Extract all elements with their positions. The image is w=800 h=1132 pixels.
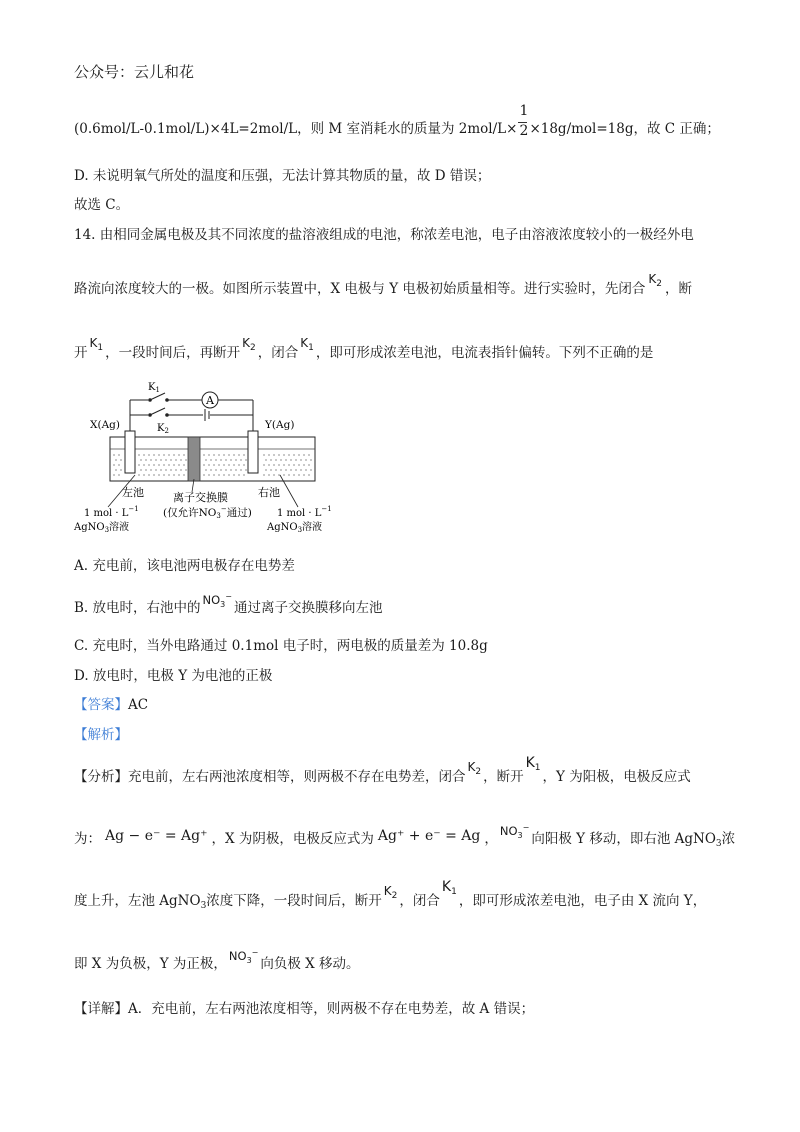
solution-dot xyxy=(298,454,299,455)
solution-dot xyxy=(113,474,114,475)
account-header: 公众号：云儿和花 xyxy=(74,63,195,81)
solution-dot xyxy=(285,459,286,460)
right-concentration: 1 mol · $L^{-1}$ xyxy=(277,505,332,519)
left-solution-label: AgNO$_3$溶液 xyxy=(74,522,130,534)
nitrate-formula: $NO_3^-$ xyxy=(499,823,530,840)
solution-dot xyxy=(228,474,229,475)
ion-exchange-membrane xyxy=(188,437,200,481)
solution-dot xyxy=(273,474,274,475)
solution-dot xyxy=(240,469,241,470)
solution-dot xyxy=(163,464,164,465)
solution-dot xyxy=(185,469,186,470)
solution-dot xyxy=(203,474,204,475)
solution-dot xyxy=(118,464,119,465)
question-stem-line-1: 14. 由相同金属电极及其不同浓度的盐溶液组成的电池，称浓差电池，电子由溶液浓度较小的一极经外电 xyxy=(74,227,694,243)
solution-dot xyxy=(178,454,179,455)
solution-dot xyxy=(303,464,304,465)
solution-dot xyxy=(265,459,266,460)
solution-dot xyxy=(165,459,166,460)
solution-dot xyxy=(285,469,286,470)
option-b: B. 放电时，右池中的 $NO_3^-$通过离子交换膜移向左池 xyxy=(74,592,383,616)
solution-dot xyxy=(290,459,291,460)
calc-line: (0.6mol/L-0.1mol/L)×4L=2mol/L，则 M 室消耗水的质量为 2mol/L× $\frac{1}{2}$ ×18g/mol=18g，故 C 正确； xyxy=(74,103,720,139)
concentration-cell-diagram xyxy=(70,375,330,540)
solution-dot xyxy=(283,464,284,465)
solution-dot xyxy=(168,474,169,475)
solution-dot xyxy=(293,454,294,455)
solution-dot xyxy=(288,464,289,465)
solution-dot xyxy=(208,454,209,455)
solution-dot xyxy=(223,454,224,455)
k1-symbol: $K_1$ xyxy=(89,336,104,353)
k1-switch-blade xyxy=(150,393,165,400)
solution-dot xyxy=(115,469,116,470)
solution-dot xyxy=(298,474,299,475)
solution-dot xyxy=(210,459,211,460)
solution-dot xyxy=(170,469,171,470)
solution-dot xyxy=(270,469,271,470)
solution-dot xyxy=(118,454,119,455)
solution-dot xyxy=(303,474,304,475)
solution-dot xyxy=(233,464,234,465)
solution-dot xyxy=(153,464,154,465)
membrane-note: (仅允许NO3−通过) xyxy=(163,505,252,520)
option-a: A. 充电前，该电池两电极存在电势差 xyxy=(74,558,295,574)
solution-dot xyxy=(168,454,169,455)
solution-dot xyxy=(163,454,164,455)
solution-dot xyxy=(178,474,179,475)
y-electrode-label: Y(Ag) xyxy=(265,419,295,431)
solution-dot xyxy=(148,454,149,455)
ammeter-label: A xyxy=(206,394,214,407)
k2-symbol: $K_2$ xyxy=(648,272,663,289)
question-stem-line-3: 开$K_1$ ，一段时间后，再断开$K_2$ ，闭合$K_1$ ，即可形成浓差电池，电流表指针偏转。下列不正确的是 xyxy=(74,336,654,361)
question-stem-line-2: 路流向浓度较大的一极。如图所示装置中，X 电极与 Y 电极初始质量相等。进行实验时，先闭合$K_2$ ，断 xyxy=(74,272,693,297)
solution-dot xyxy=(143,474,144,475)
solution-dot xyxy=(263,474,264,475)
solution-dot xyxy=(215,469,216,470)
solution-dot xyxy=(180,469,181,470)
solution-dot xyxy=(140,469,141,470)
solution-dot xyxy=(295,459,296,460)
solution-dot xyxy=(283,454,284,455)
analysis-line-4: 即 X 为负极，Y 为正极， $NO_3^-$向负极 X 移动。 xyxy=(74,948,360,972)
solution-dot xyxy=(143,464,144,465)
solution-dot xyxy=(183,474,184,475)
solution-dot xyxy=(153,454,154,455)
solution-dot xyxy=(203,464,204,465)
nitrate-formula: $NO_3^-$ xyxy=(228,948,259,965)
solution-dot xyxy=(238,474,239,475)
left-concentration: 1 mol · $L^{-1}$ xyxy=(84,505,139,519)
solution-dot xyxy=(300,469,301,470)
solution-dot xyxy=(185,459,186,460)
right-solution-label: AgNO$_3$溶液 xyxy=(267,522,323,534)
solution-dot xyxy=(268,474,269,475)
answer-line: 【答案】AC xyxy=(74,697,149,713)
solution-dot xyxy=(113,464,114,465)
solution-dot xyxy=(270,459,271,460)
solution-dot xyxy=(263,454,264,455)
solution-dot xyxy=(220,469,221,470)
solution-dot xyxy=(230,469,231,470)
solution-dot xyxy=(160,459,161,460)
solution-dot xyxy=(143,454,144,455)
electrolysis-tank xyxy=(110,437,315,481)
solution-dot xyxy=(280,459,281,460)
solution-dot xyxy=(213,474,214,475)
solution-dot xyxy=(180,459,181,460)
solution-dot xyxy=(158,464,159,465)
option-d: D. 放电时，电极 Y 为电池的正极 xyxy=(74,668,273,684)
solution-dot xyxy=(148,474,149,475)
solution-dot xyxy=(278,464,279,465)
solution-dot xyxy=(153,474,154,475)
solution-dot xyxy=(275,469,276,470)
solution-dot xyxy=(173,454,174,455)
solution-dot xyxy=(230,459,231,460)
right-pool-label: 右池 xyxy=(258,486,280,499)
solution-dot xyxy=(205,469,206,470)
solution-dot xyxy=(225,459,226,460)
solution-dot xyxy=(223,474,224,475)
solution-dot xyxy=(265,469,266,470)
solution-dot xyxy=(243,454,244,455)
solution-dot xyxy=(243,474,244,475)
detail-line: 【详解】A．充电前，左右两池浓度相等，则两极不存在电势差，故 A 错误； xyxy=(74,1001,535,1017)
solution-dot xyxy=(183,454,184,455)
solution-dot xyxy=(183,464,184,465)
option-c: C. 充电时，当外电路通过 0.1mol 电子时，两电极的质量差为 10.8g xyxy=(74,638,488,654)
k2-symbol: $K_2$ xyxy=(467,760,482,777)
solution-dot xyxy=(243,464,244,465)
solution-dot xyxy=(213,464,214,465)
solution-dot xyxy=(163,474,164,475)
solution-dot xyxy=(293,474,294,475)
solution-dot xyxy=(310,459,311,460)
solution-dot xyxy=(218,454,219,455)
solution-dot xyxy=(298,464,299,465)
k2-switch-blade xyxy=(150,408,165,415)
k1-symbol: $K_1$ xyxy=(441,879,457,897)
x-electrode xyxy=(125,431,135,473)
solution-dot xyxy=(223,464,224,465)
solution-dot xyxy=(165,469,166,470)
solution-dot xyxy=(268,454,269,455)
solution-dot xyxy=(205,459,206,460)
solution-dot xyxy=(278,474,279,475)
solution-dot xyxy=(140,459,141,460)
k2-symbol: $K_2$ xyxy=(383,884,398,901)
solution-dot xyxy=(275,459,276,460)
solution-dot xyxy=(170,459,171,460)
solution-dot xyxy=(235,459,236,460)
answer-tag: 答案 xyxy=(87,697,115,713)
solution-dot xyxy=(148,464,149,465)
solution-dot xyxy=(138,474,139,475)
solution-dot xyxy=(273,454,274,455)
solution-dot xyxy=(308,474,309,475)
solution-dot xyxy=(178,464,179,465)
membrane-label: 离子交换膜 xyxy=(173,491,228,504)
solution-dot xyxy=(310,469,311,470)
solution-dot xyxy=(283,474,284,475)
k1-label: $K_1$ xyxy=(148,382,160,394)
solution-dot xyxy=(228,464,229,465)
analysis-line-1: 【分析】充电前，左右两池浓度相等，则两极不存在电势差，闭合$K_2$ ，断开$K_1$，Y 为阳极，电极反应式 xyxy=(74,755,691,785)
k2-label: $K_2$ xyxy=(157,423,169,435)
solution-dot xyxy=(238,464,239,465)
solution-dot xyxy=(155,459,156,460)
solution-dot xyxy=(120,459,121,460)
solution-dot xyxy=(278,454,279,455)
analysis-line-2: 为： Ag − e⁻ = Ag⁺ ，X 为阴极，电极反应式为 Ag⁺ + e⁻ = Ag ， $NO_3^-$向阳极 Y 移动，即右池 AgNO$_3$浓 xyxy=(74,823,736,849)
analysis-heading: 【解析】 xyxy=(74,727,128,743)
solution-dot xyxy=(218,474,219,475)
solution-dot xyxy=(245,469,246,470)
select-c-conclusion: 故选 C。 xyxy=(74,197,130,213)
analysis-line-3: 度上升，左池 AgNO$_3$浓度下降，一段时间后，断开$K_2$ ，闭合$K_1$，即可形成浓差电池，电子由 X 流向 Y， xyxy=(74,879,707,911)
solution-dot xyxy=(208,474,209,475)
solution-dot xyxy=(168,464,169,465)
cathode-equation: Ag⁺ + e⁻ = Ag xyxy=(377,828,481,844)
y-electrode xyxy=(248,431,258,473)
solution-dot xyxy=(308,454,309,455)
solution-dot xyxy=(303,454,304,455)
solution-dot xyxy=(208,464,209,465)
solution-dot xyxy=(295,469,296,470)
solution-dot xyxy=(308,464,309,465)
nitrate-formula: $NO_3^-$ xyxy=(202,592,232,609)
solution-dot xyxy=(305,459,306,460)
solution-dot xyxy=(138,464,139,465)
solution-dot xyxy=(268,464,269,465)
left-pool-label: 左池 xyxy=(122,486,144,499)
solution-dot xyxy=(218,464,219,465)
solution-dot xyxy=(225,469,226,470)
solution-dot xyxy=(288,454,289,455)
solution-dot xyxy=(210,469,211,470)
anode-equation: Ag − e⁻ = Ag⁺ xyxy=(105,828,208,844)
solution-dot xyxy=(173,464,174,465)
solution-dot xyxy=(175,469,176,470)
k1-symbol: $K_1$ xyxy=(525,755,541,773)
solution-dot xyxy=(115,459,116,460)
solution-dot xyxy=(305,469,306,470)
solution-dot xyxy=(113,454,114,455)
solution-dot xyxy=(145,469,146,470)
solution-dot xyxy=(145,459,146,460)
fraction-one-half: $\frac{1}{2}$ xyxy=(519,103,529,139)
option-d-conclusion: D. 未说明氧气所处的温度和压强，无法计算其物质的量，故 D 错误； xyxy=(74,168,491,184)
solution-dot xyxy=(245,459,246,460)
solution-dot xyxy=(263,464,264,465)
k1-symbol: $K_1$ xyxy=(300,336,314,353)
solution-dot xyxy=(290,469,291,470)
solution-dot xyxy=(288,474,289,475)
solution-dot xyxy=(293,464,294,465)
solution-dot xyxy=(233,454,234,455)
solution-dot xyxy=(155,469,156,470)
k2-symbol: $K_2$ xyxy=(242,336,256,353)
solution-dot xyxy=(233,474,234,475)
answer-value: AC xyxy=(128,697,149,713)
solution-dot xyxy=(220,459,221,460)
solution-dot xyxy=(280,469,281,470)
solution-dot xyxy=(300,459,301,460)
solution-dot xyxy=(213,454,214,455)
solution-dot xyxy=(238,454,239,455)
x-electrode-label: X(Ag) xyxy=(90,419,120,431)
solution-dot xyxy=(160,469,161,470)
solution-dot xyxy=(118,474,119,475)
solution-dot xyxy=(175,459,176,460)
solution-dot xyxy=(235,469,236,470)
solution-dot xyxy=(158,474,159,475)
solution-dot xyxy=(203,454,204,455)
solution-dot xyxy=(228,454,229,455)
solution-dot xyxy=(240,459,241,460)
solution-dot xyxy=(158,454,159,455)
solution-dot xyxy=(150,469,151,470)
solution-dot xyxy=(150,459,151,460)
solution-dot xyxy=(215,459,216,460)
solution-dot xyxy=(138,454,139,455)
solution-dot xyxy=(120,469,121,470)
solution-dot xyxy=(273,464,274,465)
solution-dot xyxy=(173,474,174,475)
